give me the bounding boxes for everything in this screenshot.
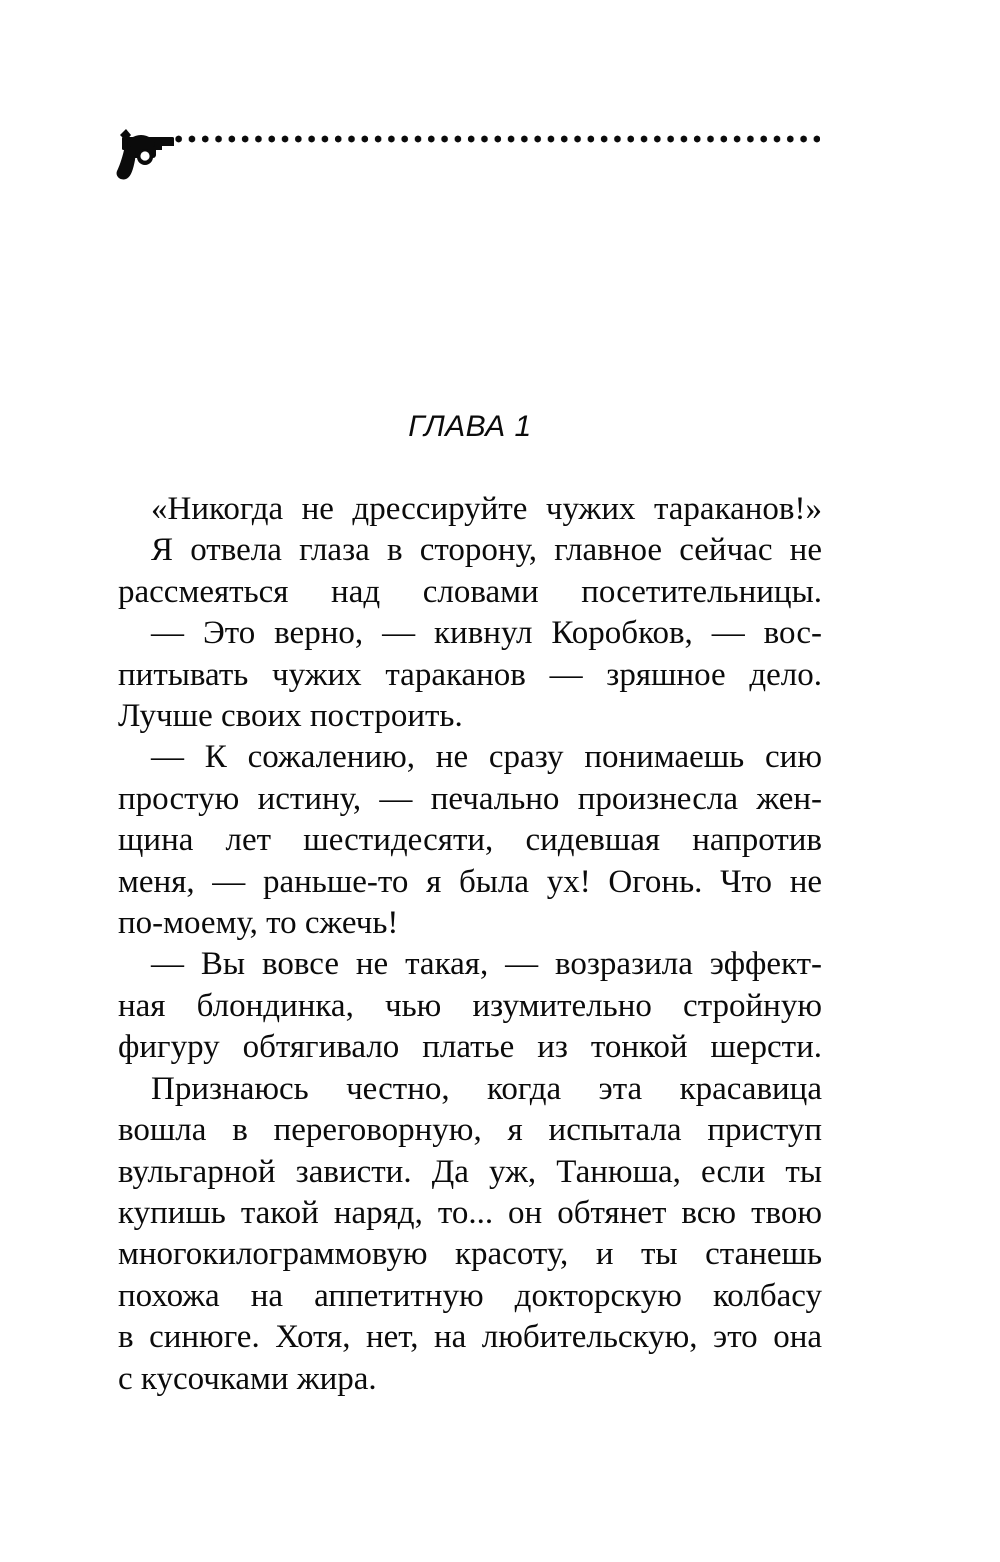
text-line: питывать чужих тараканов — зряшное дело. [118,656,822,693]
text-line: вульгарной зависти. Да уж, Танюша, если ты [118,1153,822,1190]
text-line: щина лет шестидесяти, сидевшая напротив [118,822,822,859]
text-line: фигуру обтягивало платье из тонкой шерсти. [118,1029,822,1066]
dotted-line [172,135,820,143]
text-line: простую истину, — печально произнесла жен- [118,780,822,817]
text-line: вошла в переговорную, я испытала приступ [118,1112,822,1149]
text-line: — К сожалению, не сразу понимаешь сию [151,739,822,776]
text-line: рассмеяться над словами посетительницы. [118,573,822,610]
pistol-icon [112,126,180,182]
text-line: Лучше своих построить. [118,698,463,735]
text-line: похожа на аппетитную докторскую колбасу [118,1277,822,1314]
body-text [118,489,822,1400]
chapter-title: ГЛАВА 1 [408,410,532,443]
text-line: ная блондинка, чью изумительно стройную [118,987,822,1024]
text-line: многокилограммовую красоту, и ты станешь [118,1236,822,1273]
text-line: в синюге. Хотя, нет, на любительскую, это она [118,1319,822,1356]
text-line: Я отвела глаза в сторону, главное сейчас не [151,532,822,569]
text-line: купишь такой наряд, то... он обтянет всю твою [118,1194,822,1231]
text-line: меня, — раньше-то я была ух! Огонь. Что не [118,863,822,900]
text-line: — Это верно, — кивнул Коробков, — вос- [151,615,822,652]
text-line: с кусочками жира. [118,1360,377,1397]
text-line: «Никогда не дрессируйте чужих тараканов!» [151,491,822,527]
text-line: Признаюсь честно, когда эта красавица [151,1070,822,1107]
text-line: по-моему, то сжечь! [118,905,399,942]
text-line: — Вы вовсе не такая, — возразила эффект- [151,946,822,983]
chapter-ornament [0,0,1000,190]
